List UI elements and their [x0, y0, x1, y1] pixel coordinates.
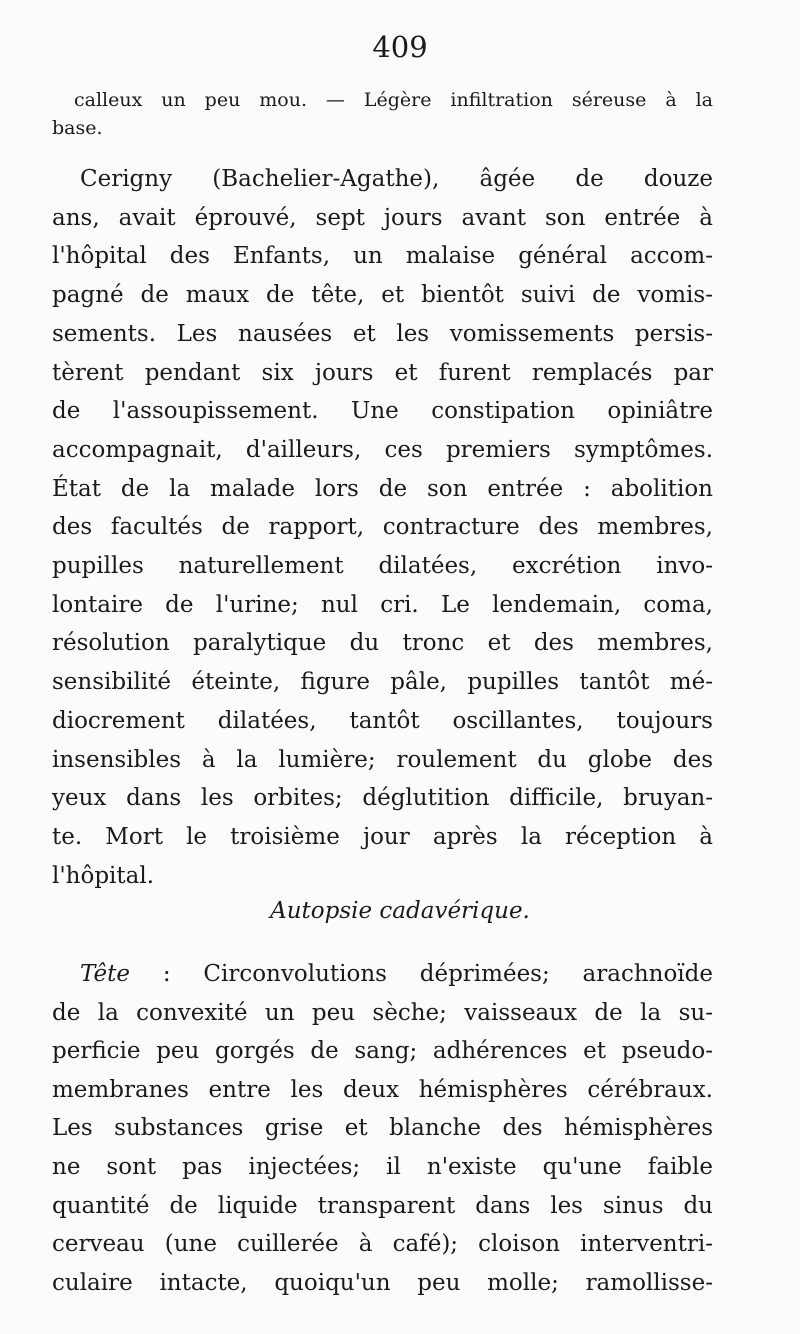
- text-line: [52, 955, 713, 994]
- text-line: ans, avait éprouvé, sept jours avant son entrée à: [52, 204, 713, 231]
- text-line: tèrent pendant six jours et furent remplacés par: [52, 359, 713, 386]
- text-line: État de la malade lors de son entrée : abolition: [52, 475, 713, 502]
- text-line: sements. Les nausées et les vomissements persis-: [52, 320, 713, 347]
- text-line: pagné de maux de tête, et bientôt suivi de vomis-: [52, 282, 713, 309]
- autopsy-paragraph: [52, 955, 713, 1302]
- text-line: yeux dans les orbites; déglutition difficile, bruyan-: [52, 785, 713, 812]
- text-line: sensibilité éteinte, figure pâle, pupilles tantôt mé-: [52, 669, 713, 696]
- text-line: culaire intacte, quoiqu'un peu molle; ramollisse-: [52, 1269, 713, 1296]
- text-line: l'hôpital des Enfants, un malaise général accom-: [52, 243, 713, 270]
- autopsy-heading: Autopsie cadavérique.: [270, 898, 530, 924]
- text-line: des facultés de rapport, contracture des membres,: [52, 514, 713, 541]
- text-line: ne sont pas injectées; il n'existe qu'une faible: [52, 1153, 713, 1180]
- text-line: Les substances grise et blanche des hémisphères: [52, 1115, 713, 1142]
- text-line: l'hôpital.: [52, 862, 155, 889]
- text-line: pupilles naturellement dilatées, excrétion invo-: [52, 553, 713, 580]
- text-line: insensibles à la lumière; roulement du globe des: [52, 746, 713, 773]
- text-line: base.: [52, 117, 103, 139]
- case-report-paragraph: [52, 160, 713, 895]
- text-line: de l'assoupissement. Une constipation opiniâtre: [52, 398, 713, 425]
- text-line: quantité de liquide transparent dans les sinus du: [52, 1192, 713, 1219]
- text-line: diocrement dilatées, tantôt oscillantes, toujours: [52, 707, 713, 734]
- text-line: perficie peu gorgés de sang; adhérences et pseudo-: [52, 1038, 713, 1065]
- text-line: de la convexité un peu sèche; vaisseaux de la su-: [52, 999, 713, 1026]
- text-line: accompagnait, d'ailleurs, ces premiers symptômes.: [52, 436, 713, 463]
- head-section-label: Tête: [80, 961, 131, 987]
- text-line: cerveau (une cuillerée à café); cloison interventri-: [52, 1231, 713, 1258]
- text-line: Cerigny (Bachelier-Agathe), âgée de douze: [80, 166, 713, 192]
- text-line: te. Mort le troisième jour après la réception à: [52, 823, 713, 850]
- page-number: 409: [372, 30, 428, 64]
- text-line: résolution paralytique du tronc et des membres,: [52, 630, 713, 657]
- text-line: calleux un peu mou. — Légère infiltration séreuse à la: [74, 89, 713, 111]
- text-line: lontaire de l'urine; nul cri. Le lendemain, coma,: [52, 591, 713, 618]
- continuation-paragraph: [52, 86, 713, 142]
- text-segment: : Circonvolutions déprimées; arachnoïde: [130, 961, 713, 987]
- text-line: membranes entre les deux hémisphères cérébraux.: [52, 1076, 713, 1103]
